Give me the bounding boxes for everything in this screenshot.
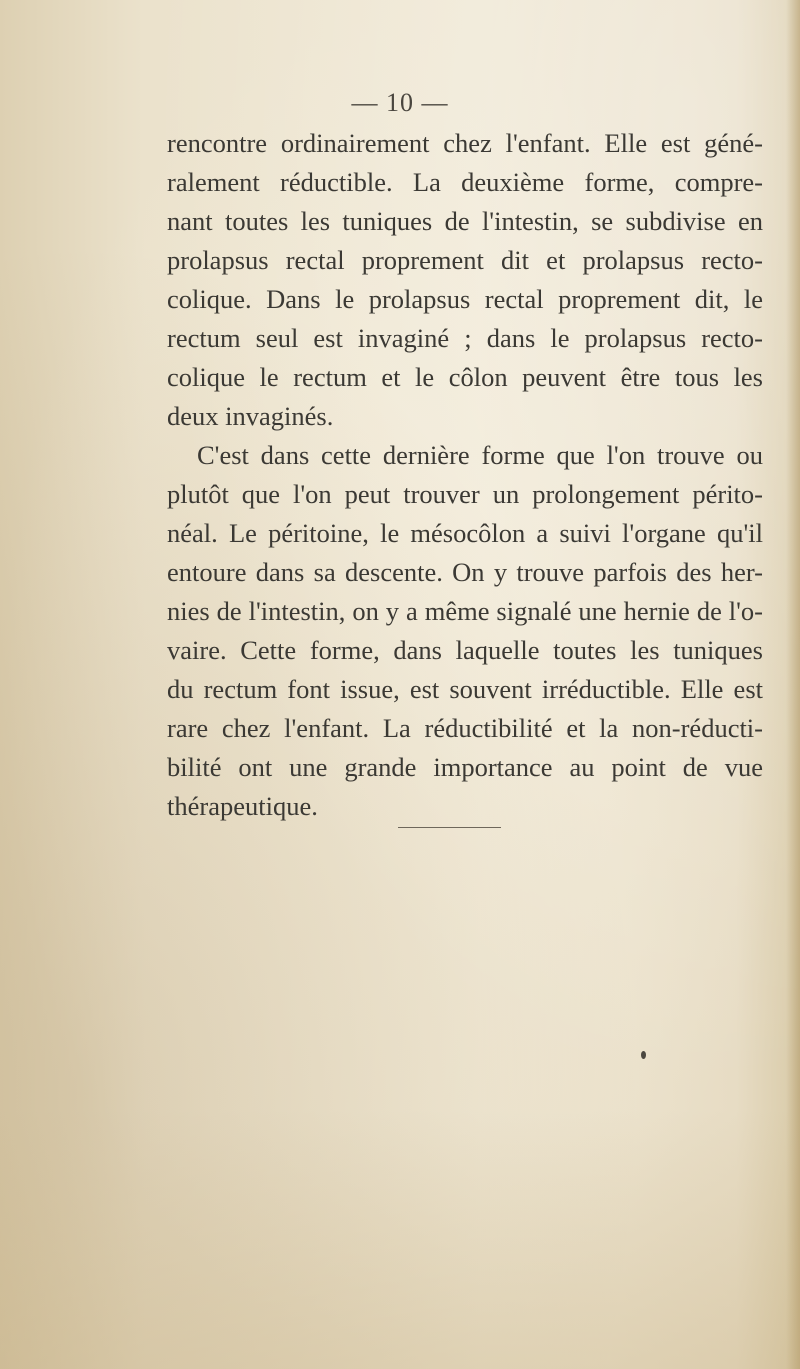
text-line: ralement réductible. La deuxième forme, compre- [167, 167, 763, 197]
text-line: colique le rectum et le côlon peuvent être tous les [167, 362, 763, 392]
text-line: nies de l'intestin, on y a même signalé une hernie de l'o- [167, 596, 763, 626]
section-end-rule [398, 827, 501, 828]
text-line: rectum seul est invaginé ; dans le prolapsus recto- [167, 323, 763, 353]
text-line: thérapeutique. [167, 791, 318, 821]
text-line: plutôt que l'on peut trouver un prolongement périto- [167, 479, 763, 509]
paper-stain [0, 1109, 800, 1369]
text-line: du rectum font issue, est souvent irréductible. Elle est [167, 674, 763, 704]
text-line: rencontre ordinairement chez l'enfant. Elle est géné- [167, 128, 763, 158]
text-line: nant toutes les tuniques de l'intestin, se subdivise en [167, 206, 763, 236]
text-line: néal. Le péritoine, le mésocôlon a suivi l'organe qu'il [167, 518, 763, 548]
text-line: colique. Dans le prolapsus rectal proprement dit, le [167, 284, 763, 314]
text-line: entoure dans sa descente. On y trouve parfois des her- [167, 557, 763, 587]
text-line: C'est dans cette dernière forme que l'on trouve ou [197, 440, 763, 470]
body-text [167, 124, 763, 826]
text-line: bilité ont une grande importance au point de vue [167, 752, 763, 782]
page-number: — 10 — [351, 88, 449, 117]
text-line: vaire. Cette forme, dans laquelle toutes les tuniques [167, 635, 763, 665]
text-line: rare chez l'enfant. La réductibilité et la non-réducti- [167, 713, 763, 743]
text-line: deux invaginés. [167, 401, 334, 431]
text-line: prolapsus rectal proprement dit et prolapsus recto- [167, 245, 763, 275]
ink-speck [641, 1051, 646, 1059]
